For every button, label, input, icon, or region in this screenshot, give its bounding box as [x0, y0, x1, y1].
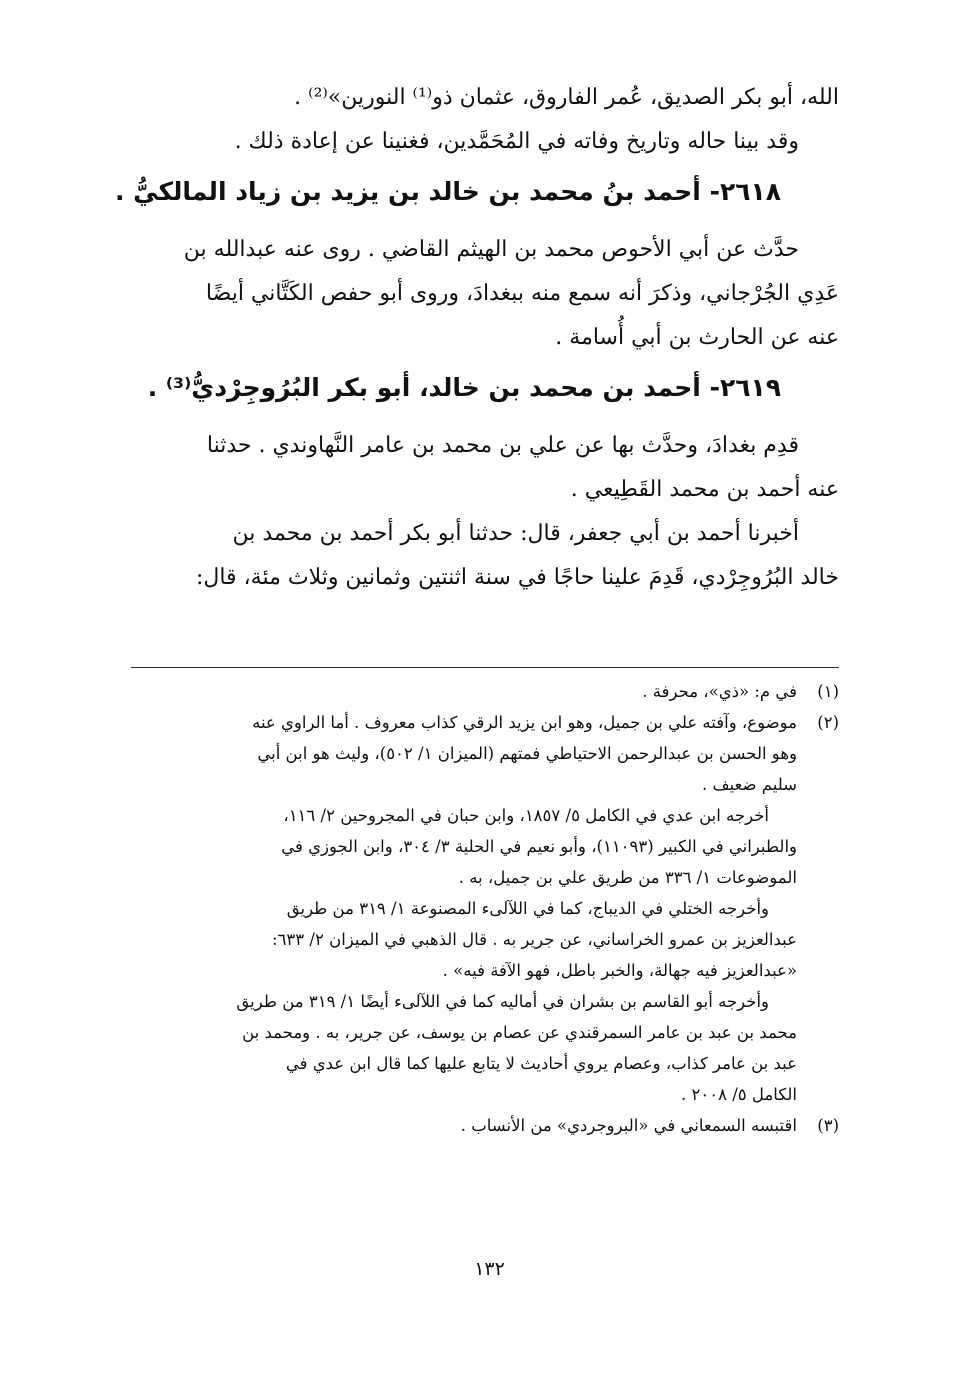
entry-2618-body	[129, 228, 839, 360]
footnote-line: عبد بن عامر كذاب، وعصام يروي أحاديث لا يتابع عليها كما قال ابن عدي في	[285, 1054, 797, 1073]
text-line: وقد بينا حاله وتاريخ وفاته في المُحَمَّدين، فغنينا عن إعادة ذلك .	[234, 129, 799, 154]
entry-2619-body	[129, 424, 839, 600]
footnote-number: (٣)	[817, 1116, 839, 1135]
footnote-line: عبدالعزيز بن عمرو الخراساني، عن جرير به . قال الذهبي في الميزان ٢/ ٦٣٣:	[272, 930, 797, 949]
page-number: ١٣٢	[474, 1258, 505, 1280]
footnote-line: موضوع، وآفته علي بن جميل، وهو ابن يزيد الرقي كذاب معروف . أما الراوي عنه	[252, 713, 797, 732]
footnote-1	[129, 676, 839, 707]
footnotes	[129, 676, 839, 1141]
footnote-divider	[131, 667, 839, 668]
footnote-line: الكامل ٥/ ٢٠٠٨ .	[681, 1085, 797, 1104]
footnote-line: اقتبسه السمعاني في «البروجردي» من الأنساب .	[460, 1116, 797, 1135]
footnote-3	[129, 1110, 839, 1141]
text-line: حدَّث عن أبي الأحوص محمد بن الهيثم القاضي . روى عنه عبدالله بن	[183, 237, 799, 262]
text-line: عنه عن الحارث بن أبي أُسامة .	[555, 325, 839, 350]
footnote-line: سليم ضعيف .	[701, 775, 797, 794]
text-line: أخبرنا أحمد بن أبي جعفر، قال: حدثنا أبو بكر أحمد بن محمد بن	[232, 521, 799, 546]
text-line: عنه أحمد بن محمد القَطِيعي .	[570, 477, 839, 502]
footnote-number: (١)	[817, 682, 839, 701]
text-line: الله، أبو بكر الصديق، عُمر الفاروق، عثمان ذو⁽¹⁾ النورين»⁽²⁾ .	[294, 85, 839, 110]
footnote-line: وأخرجه الختلي في الديباج، كما في اللآلىء المصنوعة ١/ ٣١٩ من طريق	[286, 899, 769, 918]
entry-heading-2619: ٢٦١٩- أحمد بن محمد بن خالد، أبو بكر البُرُوجِرْديُّ⁽³⁾ .	[147, 373, 781, 402]
text-line: قدِم بغدادَ، وحدَّث بها عن علي بن محمد بن عامر النَّهاوندي . حدثنا	[206, 433, 799, 458]
text-line: خالد البُرُوجِرْدي، قَدِمَ علينا حاجًا في سنة اثنتين وثمانين وثلاث مئة، قال:	[195, 565, 839, 590]
text-line: عَدِي الجُرْجاني، وذكرَ أنه سمع منه ببغدادَ، وروى أبو حفص الكَتَّاني أيضًا	[205, 281, 839, 306]
footnote-2	[129, 707, 839, 800]
footnote-line: الموضوعات ١/ ٣٣٦ من طريق علي بن جميل، به .	[458, 868, 797, 887]
footnote-number: (٢)	[817, 713, 839, 732]
footnote-line: «عبدالعزيز فيه جهالة، والخبر باطل، فهو الآفة فيه» .	[442, 961, 797, 980]
footnote-line: في م: «ذي»، محرفة .	[642, 682, 797, 701]
footnote-line: وأخرجه أبو القاسم بن بشران في أماليه كما في اللآلىء أيضًا ١/ ٣١٩ من طريق	[236, 992, 769, 1011]
footnote-2-continuation	[129, 800, 839, 1110]
entry-heading-2618: ٢٦١٨- أحمد بنُ محمد بن خالد بن يزيد بن زياد المالكيُّ .	[114, 177, 781, 206]
main-text	[114, 76, 839, 600]
footnote-line: أخرجه ابن عدي في الكامل ٥/ ١٨٥٧، وابن حبان في المجروحين ٢/ ١١٦،	[283, 806, 769, 825]
footnote-line: محمد بن عبد بن عامر السمرقندي عن عصام بن يوسف، عن جرير، به . ومحمد بن	[242, 1023, 797, 1042]
footnote-line: وهو الحسن بن عبدالرحمن الاحتياطي فمتهم (الميزان ١/ ٥٠٢)، وليث هو ابن أبي	[257, 744, 797, 763]
footnote-line: والطبراني في الكبير (١١٠٩٣)، وأبو نعيم في الحلية ٣/ ٣٠٤، وابن الجوزي في	[281, 837, 797, 856]
